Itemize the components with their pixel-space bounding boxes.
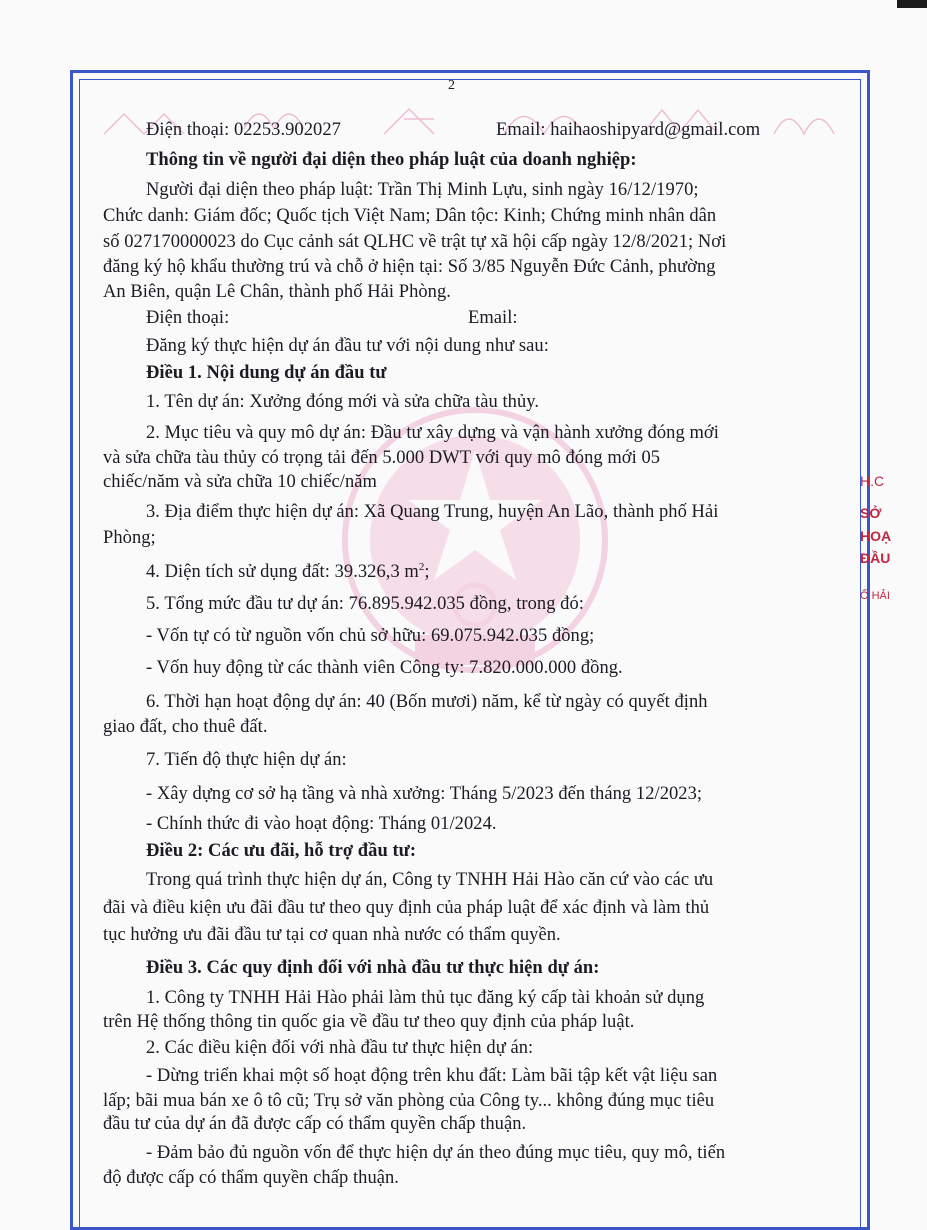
article-1-heading: Điều 1. Nội dung dự án đầu tư [146,363,387,383]
paragraph-line: giao đất, cho thuê đất. [103,717,268,737]
page-number: 2 [448,78,455,93]
company-email: Email: haihaoshipyard@gmail.com [496,120,761,140]
paragraph-line: Phòng; [103,528,156,548]
paragraph-line: Trong quá trình thực hiện dự án, Công ty TNHH Hải Hào căn cứ vào các ưu [146,870,714,890]
paragraph-line: 2. Mục tiêu và quy mô dự án: Đầu tư xây dựng và vận hành xưởng đóng mới [146,423,719,443]
paragraph-line: 1. Tên dự án: Xưởng đóng mới và sửa chữa tàu thủy. [146,392,540,412]
paragraph-line [146,561,846,583]
paragraph-line: đăng ký hộ khẩu thường trú và chỗ ở hiện tại: Số 3/85 Nguyễn Đức Cảnh, phường [103,257,716,277]
punctuation: ; [424,562,430,583]
representative-phone-email-line [146,308,846,329]
paragraph-line: Chức danh: Giám đốc; Quốc tịch Việt Nam; Dân tộc: Kinh; Chứng minh nhân dân [103,206,717,226]
paragraph-line: đãi và điều kiện ưu đãi đầu tư theo quy định của pháp luật để xác định và làm thủ [103,898,710,918]
paragraph-line: và sửa chữa tàu thủy có trọng tải đến 5.000 DWT với quy mô đóng mới 05 [103,448,661,468]
paragraph-line: tục hưởng ưu đãi đầu tư tại cơ quan nhà nước có thẩm quyền. [103,925,561,945]
paragraph-line: Người đại diện theo pháp luật: Trần Thị Minh Lựu, sinh ngày 16/12/1970; [146,180,699,200]
article-3-heading: Điều 3. Các quy định đối với nhà đầu tư thực hiện dự án: [146,958,600,978]
paragraph-line: - Đảm bảo đủ nguồn vốn để thực hiện dự án theo đúng mục tiêu, quy mô, tiến [146,1143,726,1163]
paragraph-line: - Vốn huy động từ các thành viên Công ty: 7.820.000.000 đồng. [146,658,623,678]
company-phone-email-line [146,120,846,141]
land-area-text: 4. Diện tích sử dụng đất: 39.326,3 m [146,562,419,583]
paragraph-line: đầu tư của dự án đã được cấp có thẩm quyền chấp thuận. [103,1114,527,1134]
paragraph-line: trên Hệ thống thông tin quốc gia về đầu tư theo quy định của pháp luật. [103,1012,635,1032]
company-phone: Điện thoại: 02253.902027 [146,120,341,140]
stamp-text: Ố HẢI [860,589,890,602]
paragraph-line: - Vốn tự có từ nguồn vốn chủ sở hữu: 69.075.942.035 đồng; [146,626,595,646]
superscript: 2 [418,561,425,573]
stamp-text: HOẠ [860,527,892,544]
stamp-text: ĐẦU [860,550,891,567]
seal-stamp-fragment [860,470,920,630]
paragraph-line: An Biên, quận Lê Chân, thành phố Hải Phòng. [103,282,451,302]
paragraph-line: 1. Công ty TNHH Hải Hào phải làm thủ tục đăng ký cấp tài khoản sử dụng [146,988,705,1008]
paragraph-line: - Dừng triển khai một số hoạt động trên khu đất: Làm bãi tập kết vật liệu san [146,1066,718,1086]
paragraph-line: độ được cấp có thẩm quyền chấp thuận. [103,1168,399,1188]
section-heading: Thông tin về người đại diện theo pháp luật của doanh nghiệp: [146,150,637,170]
paragraph-line: 7. Tiến độ thực hiện dự án: [146,750,347,770]
paragraph-line: 2. Các điều kiện đối với nhà đầu tư thực hiện dự án: [146,1038,534,1058]
paragraph-line: lấp; bãi mua bán xe ô tô cũ; Trụ sở văn phòng của Công ty... không đúng mục tiêu [103,1091,715,1111]
paragraph-line: 6. Thời hạn hoạt động dự án: 40 (Bốn mươi) năm, kể từ ngày có quyết định [146,692,708,712]
paragraph-line: Đăng ký thực hiện dự án đầu tư với nội dung như sau: [146,336,549,356]
paragraph-line: - Xây dựng cơ sở hạ tầng và nhà xưởng: Tháng 5/2023 đến tháng 12/2023; [146,784,703,804]
paragraph-line: - Chính thức đi vào hoạt động: Tháng 01/2024. [146,814,497,834]
stamp-text: H.C [860,473,885,489]
paragraph-line: 5. Tổng mức đầu tư dự án: 76.895.942.035 đồng, trong đó: [146,594,584,614]
paragraph-line: 3. Địa điểm thực hiện dự án: Xã Quang Trung, huyện An Lão, thành phố Hải [146,502,719,522]
paragraph-line: số 027170000023 do Cục cảnh sát QLHC về trật tự xã hội cấp ngày 12/8/2021; Nơi [103,232,727,252]
paragraph-line: chiếc/năm và sửa chữa 10 chiếc/năm [103,472,377,492]
representative-email-label: Email: [468,308,518,328]
scan-artifact [897,0,927,8]
representative-phone-label: Điện thoại: [146,308,230,328]
stamp-text: SỞ [860,505,882,522]
article-2-heading: Điều 2: Các ưu đãi, hỗ trợ đầu tư: [146,841,417,861]
